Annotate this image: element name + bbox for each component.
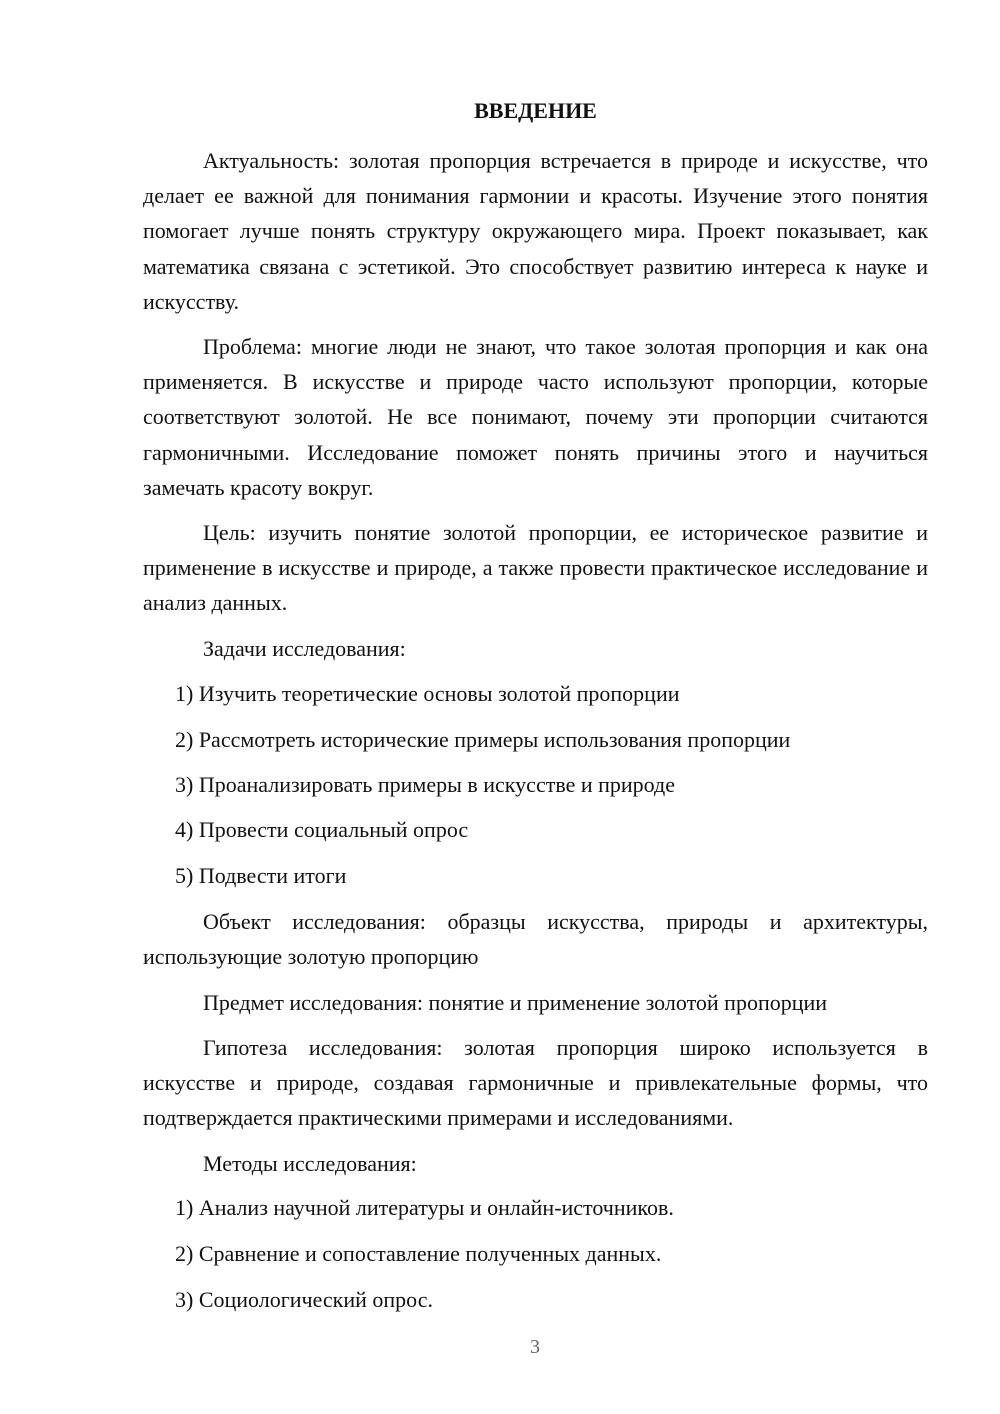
method-item: 2) Сравнение и сопоставление полученных данных.: [175, 1241, 662, 1266]
task-item: 1) Изучить теоретические основы золотой пропорции: [175, 681, 680, 706]
hypothesis-paragraph: Гипотеза исследования: золотая пропорция широко используется в искусстве и природе, создавая гармоничные и привлекательные формы, что подтверждается практическими примерами и исследованиями.: [143, 1035, 928, 1131]
task-item: 5) Подвести итоги: [175, 863, 347, 888]
goal-paragraph: Цель: изучить понятие золотой пропорции, ее историческое развитие и применение в искусстве и природе, а также провести практическое исследование и анализ данных.: [143, 520, 928, 616]
task-item: 2) Рассмотреть исторические примеры использования пропорции: [175, 727, 791, 752]
page-title: ВВЕДЕНИЕ: [474, 98, 597, 123]
task-item: 3) Проанализировать примеры в искусстве и природе: [175, 772, 675, 797]
page-number: 3: [530, 1336, 540, 1358]
method-item: 3) Социологический опрос.: [175, 1287, 433, 1312]
task-item: 4) Провести социальный опрос: [175, 817, 469, 842]
subject-paragraph: Предмет исследования: понятие и применение золотой пропорции: [203, 990, 828, 1015]
methods-heading: Методы исследования:: [203, 1151, 417, 1176]
object-paragraph: Объект исследования: образцы искусства, природы и архитектуры, использующие золотую пропорцию: [143, 909, 928, 970]
relevance-paragraph: Актуальность: золотая пропорция встречается в природе и искусстве, что делает ее важной для понимания гармонии и красоты. Изучение этого понятия помогает лучше понять структуру окружающего мира. Проект показывает, как математика связана с эстетикой. Это способствует развитию интереса к науке и искусству.: [143, 148, 928, 314]
tasks-heading: Задачи исследования:: [203, 636, 406, 661]
problem-paragraph: Проблема: многие люди не знают, что такое золотая пропорция и как она применяется. В искусстве и природе часто используют пропорции, которые соответствуют золотой. Не все понимают, почему эти пропорции считаются гармоничными. Исследование поможет понять причины этого и научиться замечать красоту вокруг.: [143, 334, 928, 500]
method-item: 1) Анализ научной литературы и онлайн-источников.: [175, 1195, 674, 1220]
